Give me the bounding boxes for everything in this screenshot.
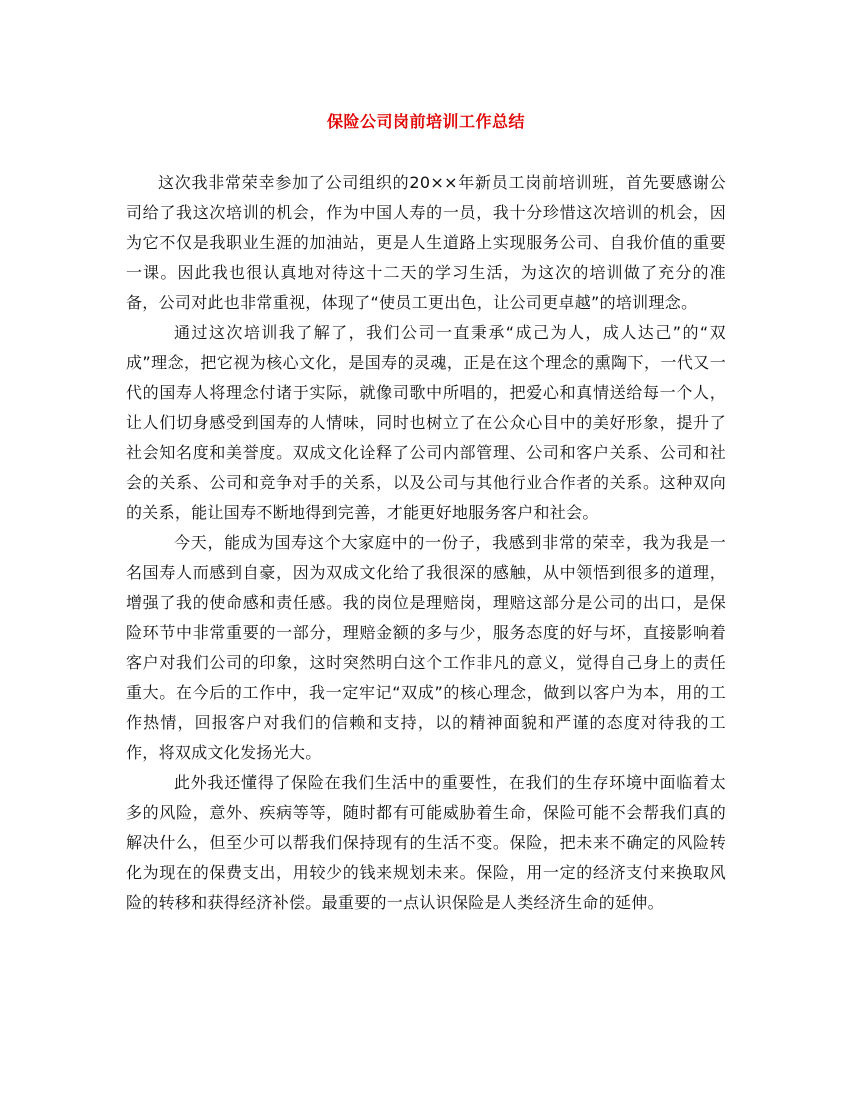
paragraph-2: 通过这次培训我了解了，我们公司一直秉承“成己为人，成人达己”的“双成”理念，把它视为核心文化，是国寿的灵魂，正是在这个理念的熏陶下，一代又一代的国寿人将理念付诸于实际，就像司歌中所唱的，把爱心和真情送给每一个人，让人们切身感受到国寿的人情味，同时也树立了在公众心目中的美好形象，提升了社会知名度和美誉度。双成文化诠释了公司内部管理、公司和客户关系、公司和社会的关系、公司和竞争对手的关系，以及公司与其他行业合作者的关系。这种双向的关系，能让国寿不断地得到完善，才能更好地服务客户和社会。 <box>126 323 726 522</box>
document-body <box>126 168 726 918</box>
paragraph-3: 今天，能成为国寿这个大家庭中的一份子，我感到非常的荣幸，我为我是一名国寿人而感到自豪，因为双成文化给了我很深的感触，从中领悟到很多的道理，增强了我的使命感和责任感。我的岗位是理赔岗，理赔这部分是公司的出口，是保险环节中非常重要的一部分，理赔金额的多与少，服务态度的好与坏，直接影响着客户对我们公司的印象，这时突然明白这个工作非凡的意义，觉得自己身上的责任重大。在今后的工作中，我一定牢记“双成”的核心理念，做到以客户为本，用的工作热情，回报客户对我们的信赖和支持，以的精神面貌和严谨的态度对待我的工作，将双成文化发扬光大。 <box>126 533 726 762</box>
paragraph-4: 此外我还懂得了保险在我们生活中的重要性，在我们的生存环境中面临着太多的风险，意外、疾病等等，随时都有可能威胁着生命，保险可能不会帮我们真的解决什么，但至少可以帮我们保持现有的生活不变。保险，把未来不确定的风险转化为现在的保费支出，用较少的钱来规划未来。保险，用一定的经济支付来换取风险的转移和获得经济补偿。最重要的一点认识保险是人类经济生命的延伸。 <box>126 773 726 912</box>
document-page <box>126 108 726 918</box>
document-title: 保险公司岗前培训工作总结 <box>326 112 525 131</box>
paragraph-1: 这次我非常荣幸参加了公司组织的20××年新员工岗前培训班，首先要感谢公司给了我这次培训的机会，作为中国人寿的一员，我十分珍惜这次培训的机会，因为它不仅是我职业生涯的加油站，更是人生道路上实现服务公司、自我价值的重要一课。因此我也很认真地对待这十二天的学习生活，为这次的培训做了充分的准备，公司对此也非常重视，体现了“使员工更出色，让公司更卓越”的培训理念。 <box>126 173 726 312</box>
